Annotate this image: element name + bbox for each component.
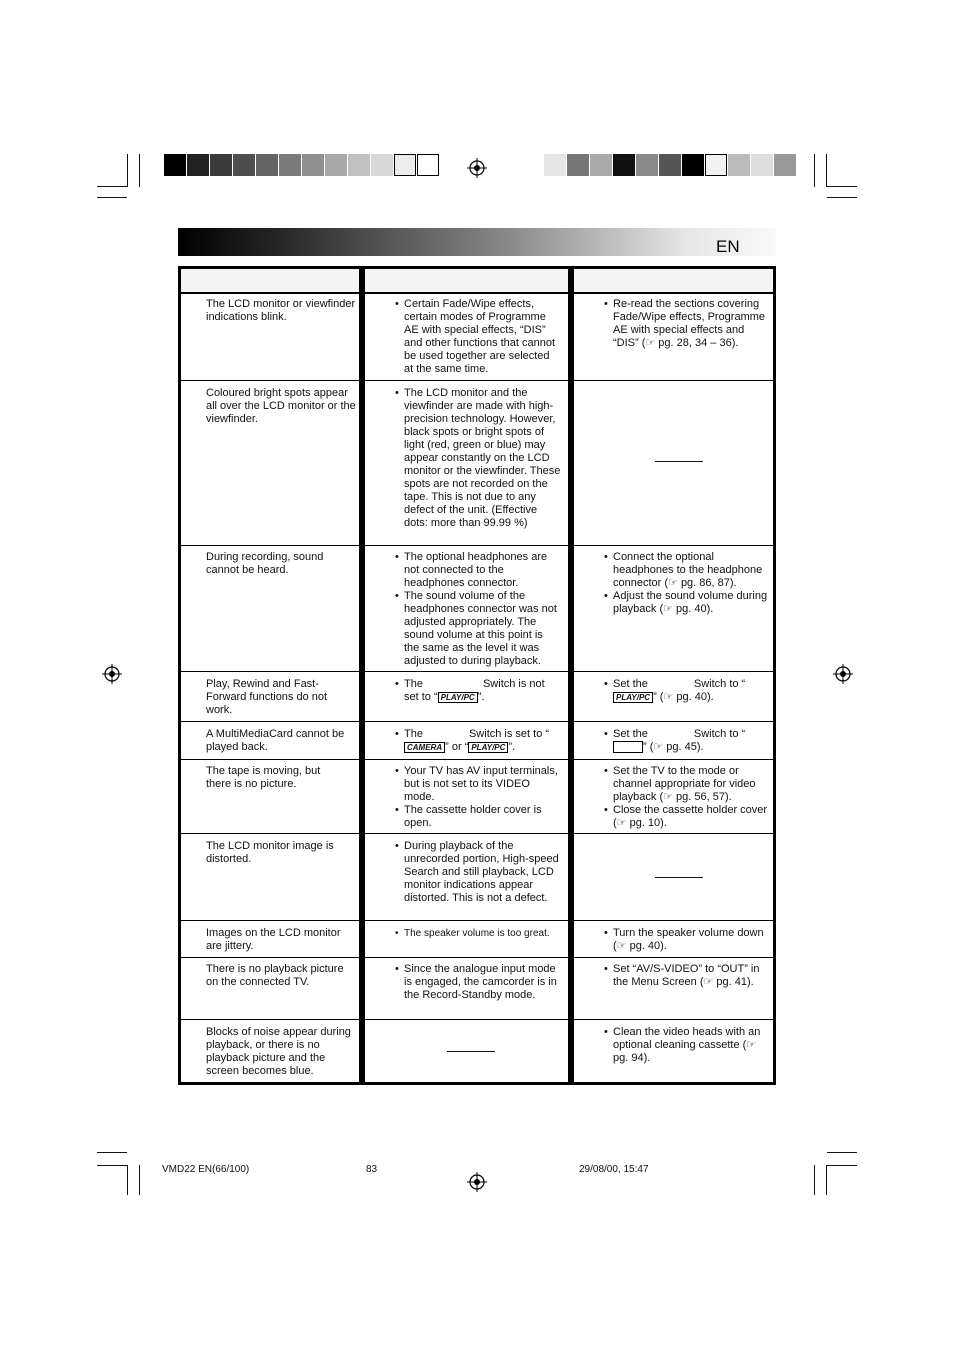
section-header-bar (178, 228, 776, 256)
registration-target-icon (833, 664, 853, 684)
crop-mark (826, 154, 827, 187)
color-swatch (187, 154, 209, 176)
color-swatch (774, 154, 796, 176)
list-item: • The Switch is set to “CAMERA ” or “ PLAY/PC ”. (395, 728, 561, 754)
color-swatch (751, 154, 773, 176)
cause-cell (395, 551, 561, 668)
crop-mark (814, 1165, 815, 1195)
color-swatch (567, 154, 589, 176)
list-item: • Turn the speaker volume down (☞ pg. 40). (604, 927, 774, 953)
row-divider (181, 545, 773, 546)
list-item: • The speaker volume is too great. (395, 927, 565, 940)
row-divider (181, 380, 773, 381)
action-cell (604, 298, 772, 350)
crop-mark (97, 197, 127, 198)
crop-mark (814, 154, 815, 187)
action-cell (604, 927, 774, 953)
color-swatch (371, 154, 393, 176)
list-item: • The optional headphones are not connected to the headphones connector. (395, 551, 561, 590)
blank-switch-box (613, 741, 643, 753)
color-swatch (728, 154, 750, 176)
list-item: • Set the Switch to “PLAY/PC ” (☞ pg. 40). (604, 678, 774, 704)
list-item: • The sound volume of the headphones connector was not adjusted appropriately. The sound volume at this point is the same as the level it was adjusted to during playback. (395, 590, 561, 668)
crop-mark (139, 154, 140, 187)
list-item: • Certain Fade/Wipe effects, certain modes of Programme AE with special effects, “DIS” and other functions that cannot be used together are selected at the same time. (395, 298, 560, 376)
crop-mark (97, 1152, 127, 1153)
empty-action-dash (655, 877, 703, 878)
footer-file-id: VMD22 EN(66/100) (162, 1164, 250, 1175)
camera-badge: CAMERA (404, 742, 445, 753)
action-cell (604, 963, 774, 989)
action-cell (604, 1026, 774, 1065)
cause-cell (395, 927, 565, 940)
registration-target-icon (102, 664, 122, 684)
crop-mark (127, 1165, 128, 1195)
column-divider (568, 269, 574, 1082)
list-item: • Connect the optional headphones to the headphone connector (☞ pg. 86, 87). (604, 551, 774, 590)
list-item: • Close the cassette holder cover (☞ pg. 10). (604, 804, 774, 830)
troubleshooting-table (178, 266, 776, 1085)
cause-cell (395, 840, 561, 905)
play-pc-badge: PLAY/PC (438, 692, 478, 703)
symptom-cell: Coloured bright spots appear all over the LCD monitor or the viewfinder. (206, 387, 356, 425)
symptom-cell: The tape is moving, but there is no picture. (206, 765, 321, 790)
footer-page-number: 83 (366, 1164, 378, 1175)
crop-mark (827, 1165, 857, 1166)
cause-cell (395, 387, 561, 530)
action-cell (604, 551, 774, 616)
cause-cell (395, 728, 561, 754)
cause-cell (395, 963, 561, 1002)
color-swatch (636, 154, 658, 176)
color-swatch (279, 154, 301, 176)
row-divider (181, 671, 773, 672)
color-swatch (302, 154, 324, 176)
crop-mark (827, 1152, 857, 1153)
crop-mark (826, 1165, 827, 1195)
empty-cause-dash (447, 1051, 495, 1052)
symptom-cell: Play, Rewind and Fast-Forward functions do not work. (206, 678, 328, 716)
crop-mark (97, 1165, 127, 1166)
registration-target-icon (467, 1172, 487, 1192)
color-calibration-bar-right (544, 154, 797, 176)
table-header-row (181, 269, 773, 294)
action-cell (604, 678, 774, 704)
language-tag: EN (716, 237, 740, 256)
empty-action-dash (655, 461, 703, 462)
symptom-cell: The LCD monitor or viewfinder indications blink. (206, 298, 356, 323)
color-swatch (544, 154, 566, 176)
crop-mark (139, 1165, 140, 1195)
crop-mark (97, 186, 127, 187)
list-item: • Set “AV/S-VIDEO” to “OUT” in the Menu Screen (☞ pg. 41). (604, 963, 774, 989)
registration-target-icon (467, 158, 487, 178)
color-calibration-bar-left (164, 154, 440, 176)
color-swatch (394, 154, 416, 176)
color-swatch (613, 154, 635, 176)
list-item: • Clean the video heads with an optional cleaning cassette (☞ pg. 94). (604, 1026, 774, 1065)
color-swatch (348, 154, 370, 176)
action-cell (604, 728, 774, 754)
row-divider (181, 721, 773, 722)
footer-timestamp: 29/08/00, 15:47 (579, 1164, 649, 1175)
list-item: • Your TV has AV input terminals, but is not set to its VIDEO mode. (395, 765, 561, 804)
symptom-cell: There is no playback picture on the connected TV. (206, 963, 344, 988)
row-divider (181, 759, 773, 760)
color-swatch (682, 154, 704, 176)
column-divider (359, 269, 365, 1082)
color-swatch (164, 154, 186, 176)
list-item: • The LCD monitor and the viewfinder are made with high-precision technology. However, black spots or bright spots of light (red, green or blue) may appear constantly on the LCD monitor or the viewfinder. These spots are not recorded on the tape. This is not due to any defect of the unit. (Effective dots: more than 99.99 %) (395, 387, 561, 530)
color-swatch (590, 154, 612, 176)
color-swatch (325, 154, 347, 176)
symptom-cell: During recording, sound cannot be heard. (206, 551, 324, 576)
list-item: • Set the Switch to “” (☞ pg. 45). (604, 728, 774, 754)
color-swatch (233, 154, 255, 176)
cause-cell (395, 298, 560, 376)
list-item: • The Switch is not set to “ PLAY/PC ”. (395, 678, 561, 704)
symptom-cell: The LCD monitor image is distorted. (206, 840, 334, 865)
color-swatch (256, 154, 278, 176)
list-item: • Since the analogue input mode is engaged, the camcorder is in the Record-Standby mode. (395, 963, 561, 1002)
row-divider (181, 1019, 773, 1020)
color-swatch (417, 154, 439, 176)
cause-cell (395, 678, 561, 704)
row-divider (181, 833, 773, 834)
play-pc-badge: PLAY/PC (468, 742, 508, 753)
color-swatch (659, 154, 681, 176)
color-swatch (705, 154, 727, 176)
row-divider (181, 957, 773, 958)
cause-cell (395, 765, 561, 830)
color-swatch (210, 154, 232, 176)
action-cell (604, 765, 774, 830)
symptom-cell: Blocks of noise appear during playback, or there is no playback picture and the screen becomes blue. (206, 1026, 351, 1077)
list-item: • Set the TV to the mode or channel appropriate for video playback (☞ pg. 56, 57). (604, 765, 774, 804)
play-pc-badge: PLAY/PC (613, 692, 653, 703)
crop-mark (827, 186, 857, 187)
symptom-cell: A MultiMediaCard cannot be played back. (206, 728, 345, 753)
row-divider (181, 920, 773, 921)
list-item: • Re-read the sections covering Fade/Wipe effects, Programme AE with special effects and “DIS” (☞ pg. 28, 34 – 36). (604, 298, 772, 350)
list-item: • The cassette holder cover is open. (395, 804, 561, 830)
crop-mark (127, 154, 128, 187)
list-item: • During playback of the unrecorded portion, High-speed Search and still playback, LCD monitor indications appear distorted. This is not a defect. (395, 840, 561, 905)
list-item: • Adjust the sound volume during playback (☞ pg. 40). (604, 590, 774, 616)
crop-mark (827, 197, 857, 198)
symptom-cell: Images on the LCD monitor are jittery. (206, 927, 341, 952)
